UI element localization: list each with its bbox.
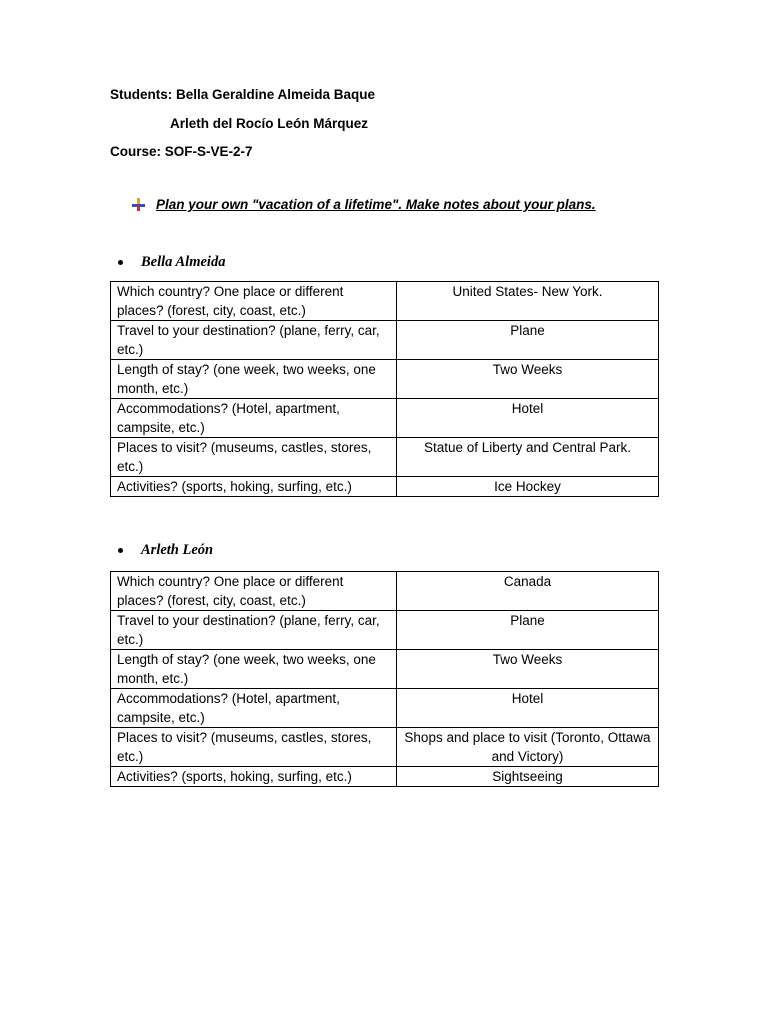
second-student-name: Arleth del Rocío León Márquez	[170, 116, 369, 131]
section-name: Bella Almeida	[141, 254, 226, 270]
table-row	[111, 477, 659, 497]
plan-table-1	[110, 281, 659, 497]
pushpin-icon	[131, 198, 147, 212]
answer-cell: Two Weeks	[397, 650, 659, 689]
table-row	[111, 767, 659, 787]
question-cell: Accommodations? (Hotel, apartment, campsite, etc.)	[111, 689, 397, 728]
question-cell: Length of stay? (one week, two weeks, one month, etc.)	[111, 650, 397, 689]
table-row	[111, 321, 659, 360]
table-row	[111, 360, 659, 399]
students-line: Students: Bella Geraldine Almeida Baque	[110, 87, 376, 102]
section-heading-2	[118, 542, 213, 559]
question-cell: Which country? One place or different places? (forest, city, coast, etc.)	[111, 572, 397, 611]
table-row	[111, 611, 659, 650]
table-row	[111, 689, 659, 728]
answer-cell: Hotel	[397, 689, 659, 728]
question-cell: Activities? (sports, hoking, surfing, etc.)	[111, 477, 397, 497]
question-cell: Travel to your destination? (plane, ferry, car, etc.)	[111, 321, 397, 360]
table-row	[111, 399, 659, 438]
bullet-icon	[118, 260, 123, 265]
answer-cell: Two Weeks	[397, 360, 659, 399]
course-line: Course: SOF-S-VE-2-7	[110, 144, 253, 159]
question-cell: Activities? (sports, hoking, surfing, etc.)	[111, 767, 397, 787]
answer-cell: Shops and place to visit (Toronto, Ottawa and Victory)	[397, 728, 659, 767]
question-cell: Length of stay? (one week, two weeks, one month, etc.)	[111, 360, 397, 399]
answer-cell: Plane	[397, 611, 659, 650]
instruction	[131, 197, 596, 212]
question-cell: Which country? One place or different places? (forest, city, coast, etc.)	[111, 282, 397, 321]
answer-cell: Canada	[397, 572, 659, 611]
table-row	[111, 438, 659, 477]
question-cell: Places to visit? (museums, castles, stores, etc.)	[111, 438, 397, 477]
table-row	[111, 572, 659, 611]
instruction-text: Plan your own "vacation of a lifetime". Make notes about your plans.	[156, 197, 596, 212]
answer-cell: United States- New York.	[397, 282, 659, 321]
question-cell: Travel to your destination? (plane, ferry, car, etc.)	[111, 611, 397, 650]
table-row	[111, 650, 659, 689]
answer-cell: Hotel	[397, 399, 659, 438]
bullet-icon	[118, 548, 123, 553]
section-name: Arleth León	[141, 542, 214, 558]
answer-cell: Sightseeing	[397, 767, 659, 787]
question-cell: Places to visit? (museums, castles, stores, etc.)	[111, 728, 397, 767]
question-cell: Accommodations? (Hotel, apartment, campsite, etc.)	[111, 399, 397, 438]
section-heading-1	[118, 254, 225, 271]
plan-table-2	[110, 571, 659, 787]
answer-cell: Plane	[397, 321, 659, 360]
table-row	[111, 728, 659, 767]
table-row	[111, 282, 659, 321]
answer-cell: Ice Hockey	[397, 477, 659, 497]
answer-cell: Statue of Liberty and Central Park.	[397, 438, 659, 477]
